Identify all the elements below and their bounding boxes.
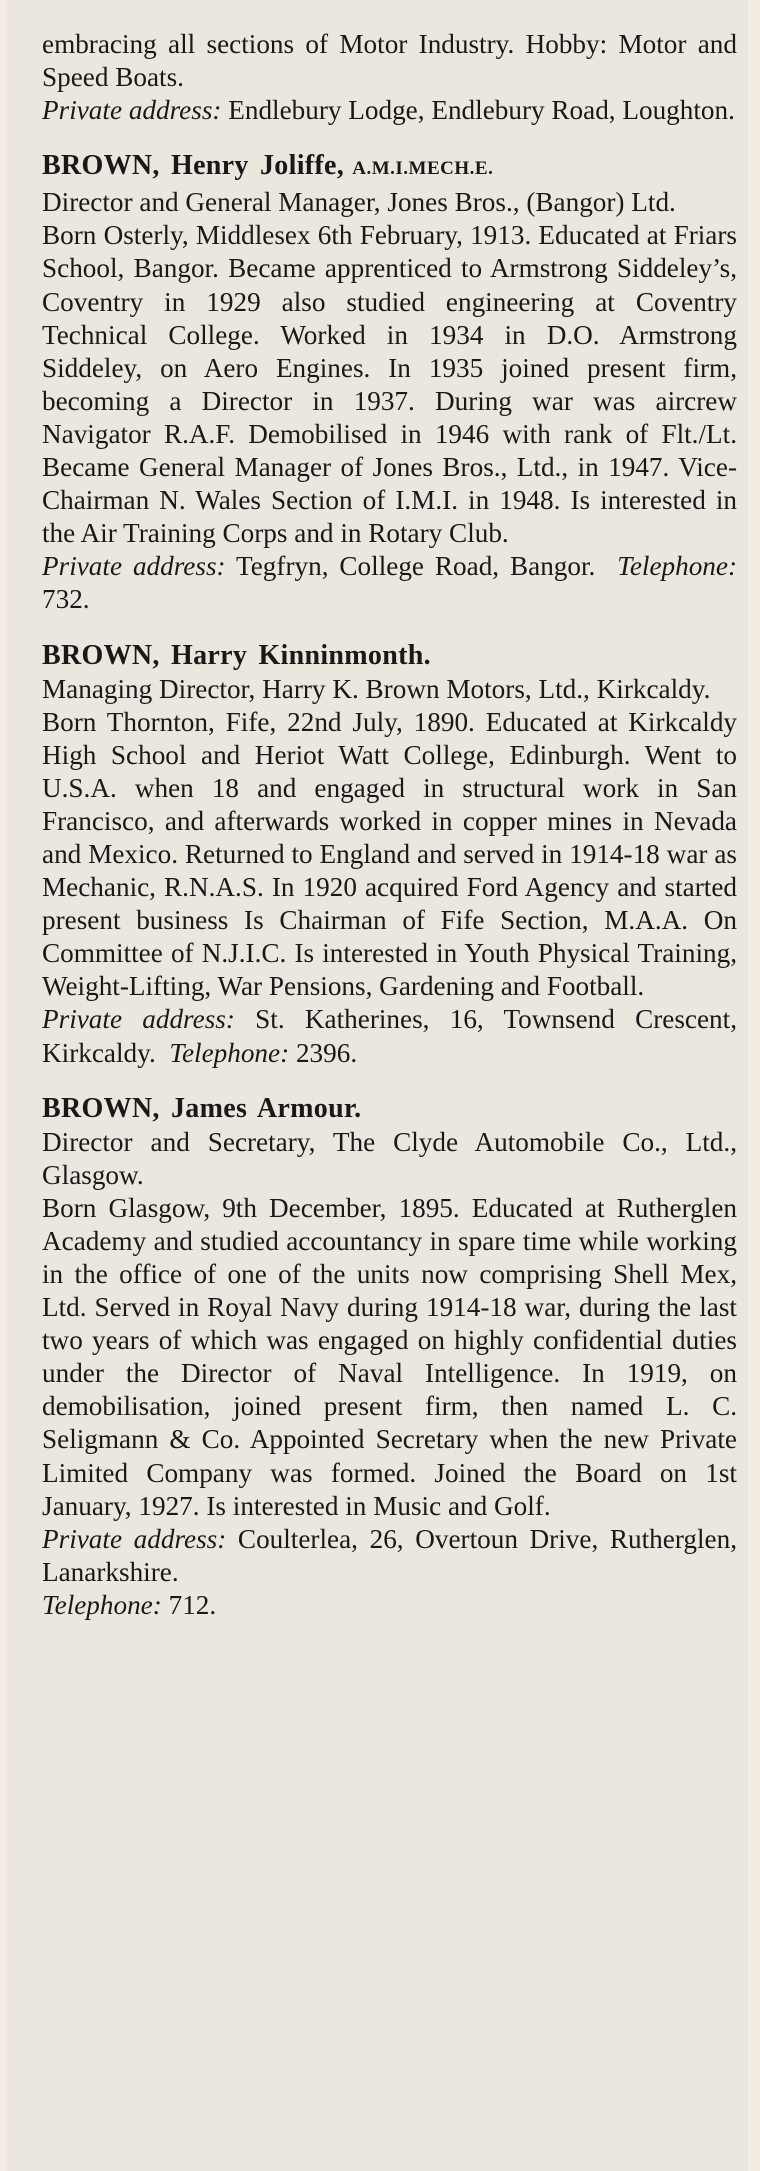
telephone-number: 2396. [289, 1037, 358, 1068]
entry-heading [42, 639, 737, 673]
entry-body: Born Glasgow, 9th December, 1895. Educated at Rutherglen Academy and studied accountancy in spare time while working in the office of one of the units now comprising Shell Mex, Ltd. Served in Royal Navy during 1914-18 war, during the last two years of which was engaged on highly confidential duties under the Director of Naval Intelligence. In 1919, on demobilisation, joined present firm, then named L. C. Seligmann & Co. Appointed Secretary when the new Private Limited Company was formed. Joined the Board on 1st January, 1927. Is interested in Music and Golf. [42, 1192, 737, 1521]
entry-james-armour-brown [42, 1092, 737, 1622]
address-text: Coulterlea, 26, Overtoun Drive, Rutherglen, Lanarkshire. [42, 1523, 737, 1587]
position: Director and General Manager, Jones Bros., (Bangor) Ltd. [42, 187, 676, 218]
telephone [42, 1589, 737, 1622]
entry-body: embracing all sections of Motor Industry. Hobby: Motor and Speed Boats. [42, 29, 737, 93]
position: Managing Director, Harry K. Brown Motors, Ltd., Kirkcaldy. [42, 673, 711, 704]
entry-henry-joliffe-brown [42, 149, 737, 616]
private-address [42, 94, 737, 127]
address-label: Private address: [42, 1523, 227, 1554]
entry-harry-kinninmonth-brown [42, 639, 737, 1070]
address-label: Private address: [42, 95, 222, 126]
page [6, 0, 748, 2171]
text-column [42, 28, 737, 1642]
surname: BROWN, [42, 1092, 160, 1124]
entry-heading [42, 1092, 737, 1126]
private-address [42, 1523, 737, 1589]
telephone-number: 732. [42, 584, 90, 615]
private-address [42, 550, 737, 616]
address-text: St. Katherines, 16, Townsend Crescent, Kirkcaldy. [42, 1004, 738, 1068]
entry-body: Born Thornton, Fife, 22nd July, 1890. Educated at Kirkcaldy High School and Heriot Watt College, Edinburgh. Went to U.S.A. when 18 and engaged in structural work in San Francisco, and afterwards worked in copper mines in Nevada and Mexico. Returned to England and served in 1914-18 war as Mechanic, R.N.A.S. In 1920 acquired Ford Agency and started present business Is Chairman of Fife Section, M.A.A. On Committee of N.J.I.C. Is interested in Youth Physical Training, Weight-Lifting, War Pensions, Gardening and Football. [42, 706, 737, 1002]
address-label: Private address: [42, 1004, 235, 1035]
given-names: Henry Joliffe, [159, 150, 345, 182]
surname: BROWN, [42, 639, 160, 671]
qualifications: A.M.I.MECH.E. [344, 158, 494, 180]
private-address [42, 1003, 737, 1069]
entry-heading [42, 149, 737, 186]
given-names: Harry Kinninmonth. [159, 639, 431, 671]
given-names: James Armour. [159, 1092, 362, 1124]
entry-continuation [42, 28, 737, 127]
address-label: Private address: [42, 551, 226, 582]
address-text: Tegfryn, College Road, Bangor. [225, 551, 596, 582]
position: Director and Secretary, The Clyde Automobile Co., Ltd., Glasgow. [42, 1126, 737, 1190]
telephone-label: Telephone: [617, 551, 738, 582]
entry-body: Born Osterly, Middlesex 6th February, 1913. Educated at Friars School, Bangor. Became apprenticed to Armstrong Siddeley’s, Coventry in 1929 also studied engineering at Coventry Technical College. Worked in 1934 in D.O. Armstrong Siddeley, on Aero Engines. In 1935 joined present firm, becoming a Director in 1937. During war was aircrew Navigator R.A.F. Demobilised in 1946 with rank of Flt./Lt. Became General Manager of Jones Bros., Ltd., in 1947. Vice-Chairman N. Wales Section of I.M.I. in 1948. Is interested in the Air Training Corps and in Rotary Club. [42, 220, 737, 549]
telephone-number: 712. [161, 1589, 217, 1620]
telephone-label: Telephone: [169, 1037, 290, 1068]
address-text: Endlebury Lodge, Endlebury Road, Loughton. [221, 95, 735, 126]
telephone-label: Telephone: [42, 1589, 162, 1620]
surname: BROWN, [42, 150, 160, 182]
